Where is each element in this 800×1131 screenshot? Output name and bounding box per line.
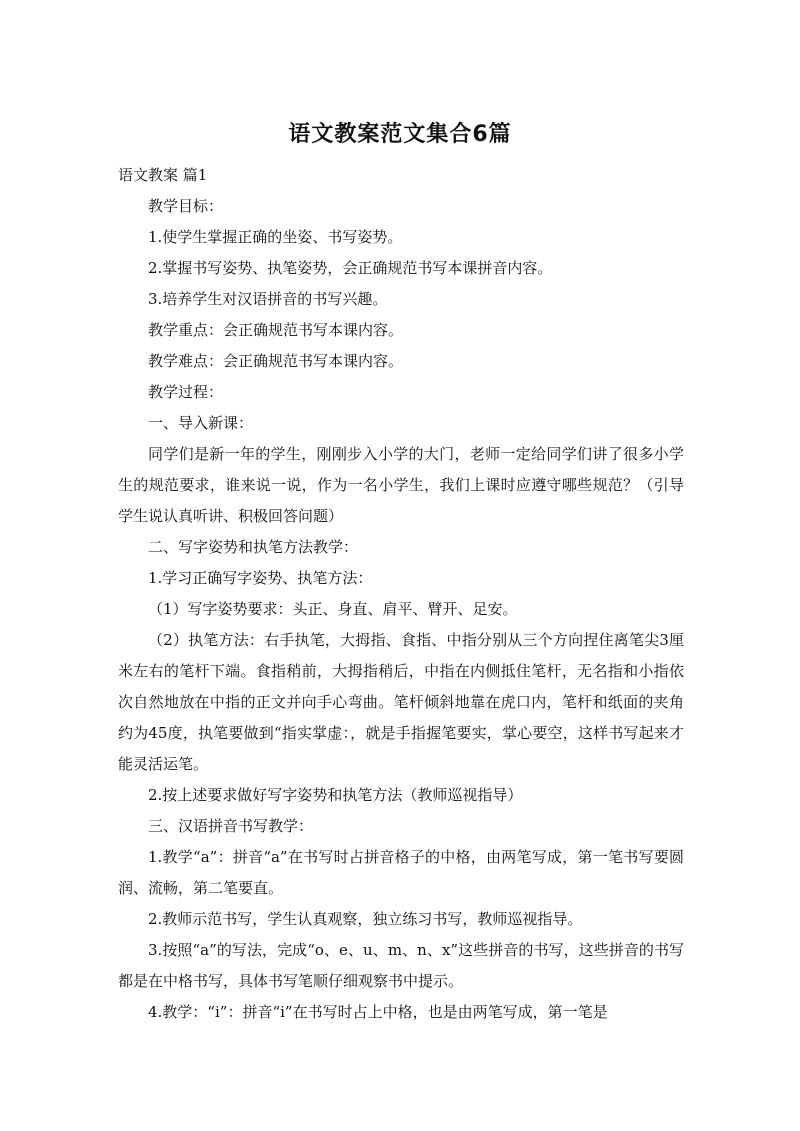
- paragraph: 2.教师示范书写，学生认真观察，独立练习书写，教师巡视指导。: [148, 910, 583, 928]
- paragraph: 1.学习正确写字姿势、执笔方法：: [148, 569, 373, 587]
- paragraph: 4.教学：“i”：拼音“i”在书写时占上中格，也是由两笔写成，第一笔是: [148, 1003, 608, 1021]
- paragraph: 同学们是新一年的学生，刚刚步入小学的大门，老师一定给同学们讲了很多小学生的规范要求，谁来说一说，作为一名小学生，我们上课时应遵守哪些规范？（引导学生说认真听讲、积极回答问题）: [118, 445, 684, 525]
- paragraph: 3.按照“a”的写法，完成“o、e、u、m、n、x”这些拼音的书写，这些拼音的书写都是在中格书写，具体书写笔顺仔细观察书中提示。: [118, 941, 684, 990]
- paragraph: 一、导入新课：: [148, 414, 254, 432]
- paragraph: 1.使学生掌握正确的坐姿、书写姿势。: [148, 228, 403, 246]
- document-title: 语文教案范文集合6篇: [288, 122, 512, 147]
- paragraph: 教学重点：会正确规范书写本课内容。: [148, 321, 404, 339]
- paragraph: 教学过程：: [148, 383, 224, 401]
- document-body: [118, 160, 684, 1028]
- paragraph: 2.按上述要求做好写字姿势和执笔方法（教师巡视指导）: [148, 786, 523, 804]
- paragraph: 1.教学“a”：拼音“a”在书写时占拼音格子的中格，由两笔写成，第一笔书写要圆润、流畅，第二笔要直。: [118, 848, 684, 897]
- paragraph: 二、写字姿势和执笔方法教学：: [148, 538, 359, 556]
- paragraph: （2）执笔方法：右手执笔，大拇指、食指、中指分别从三个方向捏住离笔尖3厘米左右的笔杆下端。食指稍前，大拇指稍后，中指在内侧抵住笔杆，无名指和小指依次自然地放在中指的正文并向手心弯曲。笔杆倾斜地靠在虎口内，笔杆和纸面的夹角约为45度，执笔要做到“指实掌虚：，就是手指握笔要实，掌心要空，这样书写起来才能灵活运笔。: [118, 631, 684, 773]
- paragraph: 教学难点：会正确规范书写本课内容。: [148, 352, 404, 370]
- paragraph: 教学目标：: [148, 197, 224, 215]
- paragraph: （1）写字姿势要求：头正、身直、肩平、臂开、足安。: [148, 600, 518, 618]
- paragraph: 2.掌握书写姿势、执笔姿势，会正确规范书写本课拼音内容。: [148, 259, 553, 277]
- paragraph: 3.培养学生对汉语拼音的书写兴趣。: [148, 290, 388, 308]
- paragraph: 三、汉语拼音书写教学：: [148, 817, 314, 835]
- section-heading: 语文教案 篇1: [118, 166, 208, 184]
